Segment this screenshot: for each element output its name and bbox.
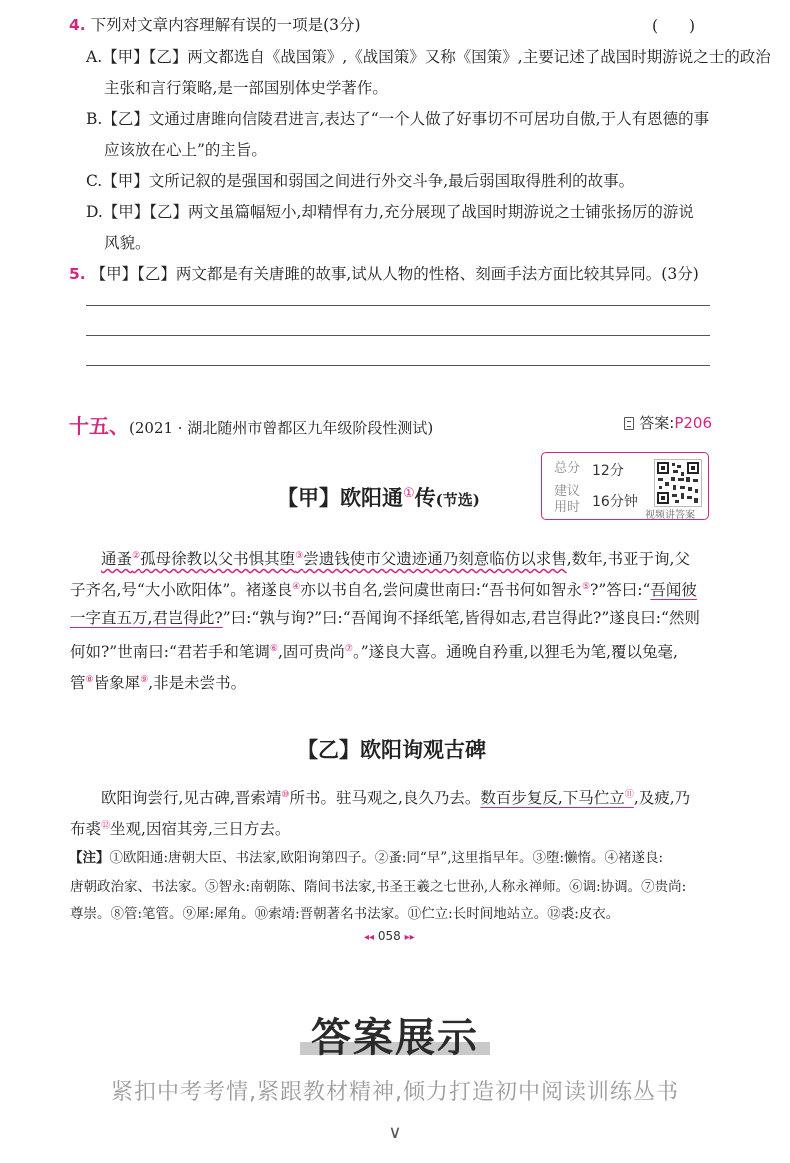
info-box [541, 452, 709, 520]
underlined-text: 吾闻彼 [650, 581, 697, 600]
passage-jia-line: 通蚤②孤母徐教以父书惧其堕③尝遗钱使市父遗迹通乃刻意临仿以求售,数年,书亚于询,父 [101, 550, 690, 569]
underlined-text: 一字直五万,君岂得此? [70, 609, 223, 627]
option-a-line1: A.【甲】【乙】两文都选自《战国策》,《战国策》又称《国策》,主要记述了战国时期游说之士的政治 [86, 48, 771, 66]
option-c-line1: C.【甲】文所记叙的是强国和弱国之间进行外交斗争,最后弱国取得胜利的故事。 [86, 172, 635, 190]
section-header [69, 410, 433, 439]
question-4-stem [69, 14, 361, 36]
notes-label: 【注】 [69, 850, 110, 866]
answer-line[interactable] [86, 365, 710, 366]
passage-jia-title [277, 482, 480, 512]
answer-label: 答案: [639, 414, 675, 432]
notes-line: 【注】①欧阳通:唐朝大臣、书法家,欧阳询第四子。②蚤:同“早”,这里指早年。③堕:懒惰。④褚遂良: [69, 850, 664, 866]
passage-yi-line: 欧阳询尝行,见古碑,晋索靖⑩所书。驻马观之,良久乃去。数百步复反,下马伫立⑪,及疲,乃 [101, 789, 691, 808]
question-4-number: 4. [69, 16, 86, 34]
title-jia-main: 【甲】欧阳通 [277, 485, 403, 510]
title-jia-tail: 传 [414, 485, 436, 510]
title-note-mark: ① [403, 486, 415, 501]
left-arrows-icon: ◂◂ [364, 932, 375, 943]
title-jia-sub: (节选) [435, 491, 480, 509]
question-5-stem [69, 263, 699, 285]
section-number: 十五、 [69, 414, 129, 438]
page-number: ◂◂ 058 ▸▸ [364, 929, 415, 943]
notes-line: 唐朝政治家、书法家。⑤智永:南朝陈、隋间书法家,书圣王羲之七世孙,人称永禅师。⑥调:协调。⑦贵尚: [70, 879, 687, 895]
banner-title: 答案展示 [311, 1015, 479, 1061]
qr-code-icon[interactable] [654, 459, 702, 507]
question-5-number: 5. [69, 265, 86, 283]
option-d-line1: D.【甲】【乙】两文虽篇幅短小,却精悍有力,充分展现了战国时期游说之士铺张扬厉的游说 [86, 203, 694, 221]
option-b-line2: 应该放在心上”的主旨。 [104, 141, 267, 159]
passage-jia-line: 一字直五万,君岂得此?”曰:“孰与询?”曰:“吾闻询不择纸笔,皆得如志,君岂得此?”遂良曰:“然则 [70, 609, 700, 627]
document-icon [624, 417, 634, 430]
underlined-text: 数百步复反,下马伫立⑪ [480, 789, 634, 808]
right-arrows-icon: ▸▸ [404, 932, 415, 943]
chevron-down-icon[interactable]: ∨ [388, 1122, 402, 1143]
passage-jia-line: 子齐名,号“大小欧阳体”。褚遂良④亦以书自名,尝问虞世南曰:“吾书何如智永⑤?”答曰:“吾闻彼 [70, 581, 697, 600]
question-4-text: 下列对文章内容理解有误的一项是(3分) [90, 16, 361, 34]
answer-line[interactable] [86, 305, 710, 306]
suggest-label-2: 用时 [554, 500, 581, 515]
wavy-underlined-text: 通蚤②孤母徐教以父书惧其堕③尝遗钱使市父遗迹通乃刻意临仿以求售 [101, 550, 567, 569]
option-b-line1: B.【乙】文通过唐雎向信陵君进言,表达了“一个人做了好事切不可居功自傲,于人有恩德的事 [86, 110, 710, 128]
notes-line: 尊崇。⑧管:笔管。⑨犀:犀角。⑩索靖:晋朝著名书法家。⑪伫立:长时间地站立。⑫裘:皮衣。 [70, 906, 620, 922]
suggest-time-value: 16分钟 [592, 494, 638, 510]
banner-slogan: 紧扣中考考情,紧跟教材精神,倾力打造初中阅读训练丛书 [111, 1080, 679, 1105]
total-score-value: 12分 [592, 463, 624, 479]
option-a-line2: 主张和言行策略,是一部国别体史学著作。 [104, 79, 388, 97]
suggest-label-1: 建议 [554, 484, 581, 499]
section-source: (2021 · 湖北随州市曾都区九年级阶段性测试) [129, 419, 434, 437]
answer-reference[interactable] [624, 412, 712, 433]
passage-yi-line: 布裘⑫坐观,因宿其旁,三日方去。 [70, 820, 291, 839]
passage-yi-title: 【乙】欧阳询观古碑 [297, 737, 486, 762]
answer-page: P206 [674, 414, 712, 432]
answer-paren: ( ) [652, 17, 696, 35]
option-d-line2: 风貌。 [104, 234, 151, 252]
passage-jia-line: 何如?”世南曰:“君若手和笔调⑥,固可贵尚⑦。”遂良大喜。通晚自矜重,以狸毛为笔,覆以兔毫, [70, 643, 678, 662]
question-5-text: 【甲】【乙】两文都是有关唐雎的故事,试从人物的性格、刻画手法方面比较其异同。(3分) [90, 265, 699, 283]
answer-line[interactable] [86, 335, 710, 336]
qr-caption: 视频讲答案 [645, 510, 695, 521]
total-score-label: 总分 [554, 461, 581, 476]
passage-jia-line: 管⑧皆象犀⑨,非是未尝书。 [70, 674, 247, 693]
